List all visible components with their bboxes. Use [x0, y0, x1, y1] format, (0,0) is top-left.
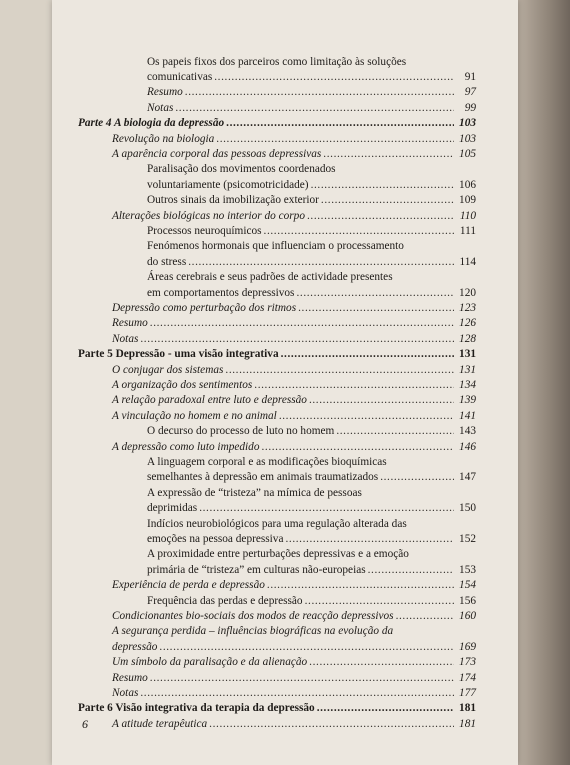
dot-leader: [216, 132, 454, 147]
toc-entry: [147, 101, 476, 116]
toc-entry-page: 106: [459, 178, 476, 191]
toc-entry-page: 91: [464, 70, 476, 83]
dot-leader: [150, 316, 454, 331]
toc-entry-page: 169: [459, 640, 476, 653]
toc-entry: [78, 701, 476, 716]
toc-entry: [147, 547, 476, 562]
toc-entry-title: primária de “tristeza” em culturas não-europeias: [147, 563, 366, 576]
toc-entry-title: Condicionantes bio-sociais dos modos de reacção depressivos: [112, 609, 394, 622]
dot-leader: [281, 347, 454, 362]
toc-entry-page: 134: [459, 378, 476, 391]
toc-entry: [112, 655, 476, 670]
toc-entry-title: A aparência corporal das pessoas depressivas: [112, 147, 322, 160]
toc-entry-page: 160: [459, 609, 476, 622]
toc-entry-page: 173: [459, 656, 476, 669]
toc-entry-title: depressão: [112, 640, 158, 653]
toc-entry-page: 154: [459, 579, 476, 592]
dot-leader: [296, 286, 454, 301]
toc-entry-page: 181: [459, 702, 476, 715]
toc-entry: [147, 255, 476, 270]
toc-entry-page: 146: [459, 440, 476, 453]
toc-entry-title: do stress: [147, 255, 187, 268]
toc-entry: [147, 55, 476, 70]
toc-entry-title: Áreas cerebrais e seus padrões de actividade presentes: [147, 271, 393, 284]
dot-leader: [336, 424, 454, 439]
toc-entry-page: 150: [459, 502, 476, 515]
toc-entry-title: emoções na pessoa depressiva: [147, 532, 284, 545]
toc-entry: [147, 270, 476, 285]
toc-entry-title: Alterações biológicas no interior do corpo: [112, 209, 305, 222]
table-of-contents: [52, 0, 518, 765]
toc-entry-title: Parte 5 Depressão - uma visão integrativa: [78, 348, 279, 361]
dot-leader: [214, 70, 454, 85]
toc-entry: [147, 594, 476, 609]
toc-entry-page: 128: [459, 332, 476, 345]
toc-entry-page: 103: [459, 132, 476, 145]
toc-entry: [112, 609, 476, 624]
toc-entry-page: 126: [459, 317, 476, 330]
toc-entry: [112, 578, 476, 593]
book-page: [52, 0, 518, 765]
dot-leader: [159, 640, 454, 655]
toc-entry: [112, 686, 476, 701]
toc-entry-page: 147: [459, 471, 476, 484]
dot-leader: [311, 178, 454, 193]
dot-leader: [225, 363, 454, 378]
toc-entry-title: Resumo: [147, 86, 183, 99]
toc-entry: [147, 486, 476, 501]
toc-entry-page: 156: [459, 594, 476, 607]
toc-entry: [112, 332, 476, 347]
toc-entry: [112, 393, 476, 408]
toc-entry-title: Notas: [147, 101, 174, 114]
toc-entry: [112, 209, 476, 224]
toc-entry: [112, 409, 476, 424]
toc-entry: [112, 301, 476, 316]
toc-entry-title: A linguagem corporal e as modificações bioquímicas: [147, 455, 387, 468]
toc-entry-page: 153: [459, 563, 476, 576]
toc-entry-page: 97: [464, 86, 476, 99]
dot-leader: [368, 563, 454, 578]
toc-entry-title: A depressão como luto impedido: [112, 440, 260, 453]
toc-entry-page: 152: [459, 532, 476, 545]
dot-leader: [188, 255, 454, 270]
dot-leader: [254, 378, 454, 393]
dot-leader: [185, 85, 454, 100]
toc-entry-title: A expressão de “tristeza” na mímica de pessoas: [147, 486, 362, 499]
toc-entry-page: 109: [459, 194, 476, 207]
toc-entry-title: Um símbolo da paralisação e da alienação: [112, 656, 308, 669]
toc-entry-page: 114: [459, 255, 476, 268]
dot-leader: [396, 609, 454, 624]
toc-entry-title: deprimidas: [147, 502, 198, 515]
toc-entry-page: 177: [459, 686, 476, 699]
toc-entry-title: A atitude terapêutica: [112, 717, 208, 730]
toc-entry: [112, 363, 476, 378]
toc-entry-title: O decurso do processo de luto no homem: [147, 425, 335, 438]
dot-leader: [317, 701, 454, 716]
toc-entry: [112, 671, 476, 686]
dot-leader: [264, 224, 454, 239]
toc-entry-page: 105: [459, 147, 476, 160]
toc-entry: [147, 70, 476, 85]
toc-entry-title: Notas: [112, 332, 139, 345]
page-number: 6: [82, 717, 88, 731]
toc-entry-page: 110: [459, 209, 476, 222]
toc-entry-page: 131: [459, 363, 476, 376]
toc-entry: [147, 501, 476, 516]
toc-entry-page: 99: [464, 101, 476, 114]
toc-entry-title: Os papeis fixos dos parceiros como limitação às soluções: [147, 55, 407, 68]
dot-leader: [150, 671, 454, 686]
toc-entry-title: em comportamentos depressivos: [147, 286, 295, 299]
dot-leader: [285, 532, 454, 547]
toc-entry-title: voluntariamente (psicomotricidade): [147, 178, 309, 191]
toc-entry-page: 143: [459, 425, 476, 438]
toc-entry-page: 181: [459, 717, 476, 730]
dot-leader: [323, 147, 454, 162]
toc-entry-title: Processos neuroquímicos: [147, 224, 262, 237]
dot-leader: [175, 101, 454, 116]
toc-entry: [147, 162, 476, 177]
toc-entry: [112, 132, 476, 147]
toc-entry-page: 123: [459, 301, 476, 314]
toc-entry-title: Outros sinais da imobilização exterior: [147, 194, 319, 207]
toc-entry-title: comunicativas: [147, 70, 213, 83]
toc-entry-title: Indícios neurobiológicos para uma regulação alterada das: [147, 517, 407, 530]
toc-entry-title: Experiência de perda e depressão: [112, 579, 265, 592]
toc-entry: [147, 563, 476, 578]
dot-leader: [309, 655, 454, 670]
toc-entry-title: Parte 4 A biologia da depressão: [78, 117, 225, 130]
toc-entry-page: 103: [459, 117, 476, 130]
toc-entry-page: 120: [459, 286, 476, 299]
toc-entry: [147, 193, 476, 208]
toc-entry-page: 111: [459, 224, 476, 237]
dot-leader: [261, 440, 454, 455]
toc-entry-title: A vinculação no homem e no animal: [112, 409, 277, 422]
dot-leader: [140, 332, 454, 347]
book-edge: [518, 0, 570, 765]
toc-entry-title: A relação paradoxal entre luto e depressão: [112, 394, 307, 407]
dot-leader: [307, 209, 454, 224]
dot-leader: [209, 717, 454, 732]
toc-entry-title: Notas: [112, 686, 139, 699]
toc-entry-title: Paralisação dos movimentos coordenados: [147, 163, 336, 176]
toc-entry-title: O conjugar dos sistemas: [112, 363, 224, 376]
toc-entry-page: 174: [459, 671, 476, 684]
toc-entry: [112, 640, 476, 655]
dot-leader: [380, 470, 454, 485]
toc-entry: [112, 624, 476, 639]
toc-entry-title: semelhantes à depressão em animais traumatizados: [147, 471, 379, 484]
toc-entry-page: 131: [459, 348, 476, 361]
toc-entry: [147, 470, 476, 485]
toc-entry: [112, 147, 476, 162]
dot-leader: [140, 686, 454, 701]
toc-entry-title: Revolução na biologia: [112, 132, 215, 145]
dot-leader: [305, 594, 454, 609]
toc-entry-title: A segurança perdida – influências biográficas na evolução da: [112, 625, 394, 638]
toc-entry: [147, 424, 476, 439]
toc-entry-title: Fenómenos hormonais que influenciam o processamento: [147, 240, 404, 253]
toc-entry: [147, 178, 476, 193]
dot-leader: [298, 301, 454, 316]
toc-entry: [147, 517, 476, 532]
toc-entry: [147, 455, 476, 470]
toc-entry-page: 141: [459, 409, 476, 422]
toc-entry-title: A organização dos sentimentos: [112, 378, 253, 391]
dot-leader: [199, 501, 454, 516]
toc-entry-title: A proximidade entre perturbações depressivas e a emoção: [147, 548, 409, 561]
toc-entry: [112, 378, 476, 393]
dot-leader: [309, 393, 454, 408]
toc-entry: [78, 116, 476, 131]
toc-entry-page: 139: [459, 394, 476, 407]
toc-entry: [147, 286, 476, 301]
toc-entry: [147, 532, 476, 547]
toc-entry: [78, 347, 476, 362]
toc-entry-title: Frequência das perdas e depressão: [147, 594, 303, 607]
toc-entry-title: Depressão como perturbação dos ritmos: [112, 301, 297, 314]
toc-entry-title: Parte 6 Visão integrativa da terapia da depressão: [78, 702, 315, 715]
toc-entry: [147, 239, 476, 254]
toc-entry: [147, 224, 476, 239]
toc-entry-title: Resumo: [112, 317, 148, 330]
dot-leader: [267, 578, 454, 593]
toc-entry: [147, 85, 476, 100]
dot-leader: [321, 193, 454, 208]
toc-entry: [112, 316, 476, 331]
toc-entry: [112, 440, 476, 455]
toc-entry-title: Resumo: [112, 671, 148, 684]
dot-leader: [226, 116, 454, 131]
dot-leader: [279, 409, 454, 424]
toc-entry: [112, 717, 476, 732]
